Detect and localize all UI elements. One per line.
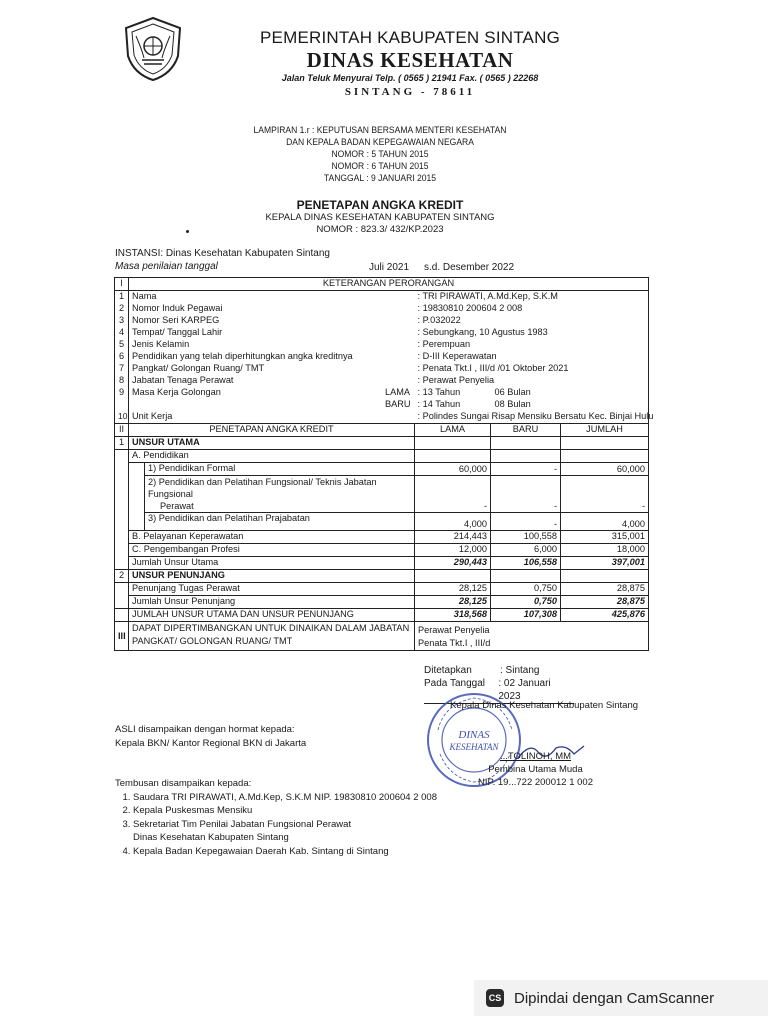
value-jumlah: 18,000: [561, 544, 649, 557]
field-value: : Sebungkang, 10 Agustus 1983: [415, 327, 649, 339]
field-value: : TRI PIRAWATI, A.Md.Kep, S.K.M: [415, 291, 649, 304]
list-item: 3. Sekretariat Tim Penilai Jabatan Fungsional Perawat Dinas Kesehatan Kabupaten Sintang: [133, 818, 437, 845]
attachment-line: TANGGAL : 9 JANUARI 2015: [323, 173, 437, 183]
table-row: [115, 291, 649, 304]
table-row: [115, 609, 649, 622]
copies-heading: Tembusan disampaikan kepada:: [115, 778, 252, 789]
signatory-nip: NIP. 19...722 200012 1 002: [478, 777, 593, 788]
baru-years: : 14 Tahun: [417, 399, 461, 409]
list-item: 1. Saudara TRI PIRAWATI, A.Md.Kep, S.K.M NIP. 19830810 200604 2 008: [133, 791, 437, 805]
row-number: 7: [115, 363, 129, 375]
promotion-value: Perawat Penyelia Penata Tkt.I , III/d: [415, 622, 649, 651]
value-lama: 28,125: [415, 596, 491, 609]
value-lama: 318,568: [415, 609, 491, 622]
credit-table: [114, 277, 654, 651]
field-label: Unit Kerja: [129, 411, 415, 424]
field-label: Nomor Seri KARPEG: [129, 315, 415, 327]
table-row: [115, 531, 649, 544]
row-label: UNSUR UTAMA: [129, 437, 415, 450]
place-value: : Sintang: [500, 665, 540, 676]
table-row: [115, 476, 649, 513]
row-number: 1: [115, 291, 129, 304]
value-baru: 6,000: [491, 544, 561, 557]
field-value: : Perawat Penyelia: [415, 375, 649, 387]
date-label: Pada Tanggal: [424, 678, 485, 689]
row-number: 5: [115, 339, 129, 351]
copies-list: [115, 777, 437, 858]
document-title-block: [220, 198, 540, 236]
table-row: [115, 363, 649, 375]
lama-label: LAMA: [385, 387, 411, 397]
value-lama: 290,443: [415, 557, 491, 570]
table-row: [115, 557, 649, 570]
field-label: Jenis Kelamin: [129, 339, 415, 351]
value-baru: 100,558: [491, 531, 561, 544]
field-label: Pendidikan yang telah diperhitungkan angka kreditnya: [129, 351, 415, 363]
field-label: Nomor Induk Pegawai: [129, 303, 415, 315]
table-row: [115, 463, 649, 476]
value-jumlah: 315,001: [561, 531, 649, 544]
table-row: [115, 513, 649, 531]
signatory: [478, 750, 593, 789]
field-value: : 19830810 200604 2 008: [415, 303, 649, 315]
value-baru: -: [491, 463, 561, 476]
document-number: NOMOR : 823.3/ 432/KP.2023: [316, 224, 444, 235]
table-row: [115, 375, 649, 387]
row-label: 1) Pendidikan Formal: [145, 463, 415, 476]
row-label: JUMLAH UNSUR UTAMA DAN UNSUR PENUNJANG: [129, 609, 415, 622]
baru-months: 08 Bulan: [494, 399, 531, 409]
value-jumlah: 28,875: [561, 596, 649, 609]
value-jumlah: 425,876: [561, 609, 649, 622]
value-lama: 12,000: [415, 544, 491, 557]
signatory-title: Kepala Dinas Kesehatan Kabupaten Sintang: [450, 700, 639, 711]
table-row: [115, 399, 649, 411]
list-item: 4. Kepala Badan Kepegawaian Daerah Kab. Sintang di Sintang: [133, 845, 437, 859]
row-number: 2: [115, 303, 129, 315]
table-row: [115, 315, 649, 327]
row-label: C. Pengembangan Profesi: [129, 544, 415, 557]
field-label: [129, 387, 415, 399]
value-baru: 0,750: [491, 596, 561, 609]
attachment-line: DAN KEPALA BADAN KEPEGAWAIAN NEGARA: [286, 137, 474, 147]
value-lama: -: [415, 476, 491, 513]
agency-name: DINAS KESEHATAN: [306, 48, 514, 72]
table-row: [115, 339, 649, 351]
row-label: 3) Pendidikan dan Pelatihan Prajabatan: [145, 513, 415, 531]
document-title: PENETAPAN ANGKA KREDIT: [296, 198, 464, 212]
value-lama: 28,125: [415, 583, 491, 596]
ink-dot: [186, 230, 189, 233]
regency-emblem-icon: [122, 16, 184, 82]
value-lama: 214,443: [415, 531, 491, 544]
watermark-text: Dipindai dengan CamScanner: [514, 989, 715, 1007]
value-baru: 0,750: [491, 583, 561, 596]
value-lama: 4,000: [415, 513, 491, 531]
value-jumlah: 28,875: [561, 583, 649, 596]
field-value: : Perempuan: [415, 339, 649, 351]
original-recipient: [115, 723, 306, 751]
letterhead: [200, 28, 620, 100]
table-row: [115, 596, 649, 609]
camscanner-watermark: [474, 980, 768, 1016]
masa-kerja-label: Masa Kerja Golongan: [132, 387, 221, 397]
stamp-inner-text: DINAS: [458, 729, 490, 741]
period-from: Juli 2021: [369, 262, 410, 273]
section-number: II: [115, 424, 129, 437]
row-label: Jumlah Unsur Penunjang: [129, 596, 415, 609]
table-row: [115, 411, 649, 424]
row-label: 2) Pendidikan dan Pelatihan Fungsional/ Teknis Jabatan Fungsional Perawat: [145, 476, 415, 513]
lama-months: 06 Bulan: [494, 387, 531, 397]
section-title: DAPAT DIPERTIMBANGKAN UNTUK DINAIKAN DALAM JABATAN PANGKAT/ GOLONGAN RUANG/ TMT: [129, 622, 415, 651]
date-value: : 02 Januari 2023: [498, 678, 551, 702]
table-row: [115, 450, 649, 463]
attachment-line: LAMPIRAN 1.r : KEPUTUSAN BERSAMA MENTERI KESEHATAN: [253, 125, 507, 135]
field-label: Pangkat/ Golongan Ruang/ TMT: [129, 363, 415, 375]
period-label: Masa penilaian tanggal: [115, 261, 218, 272]
table-row: [115, 327, 649, 339]
column-header-jumlah: JUMLAH: [561, 424, 649, 437]
row-number: 10: [115, 411, 129, 424]
row-label: Penunjang Tugas Perawat: [129, 583, 415, 596]
institution: INSTANSI: Dinas Kesehatan Kabupaten Sintang: [115, 248, 330, 259]
row-label: A. Pendidikan: [129, 450, 415, 463]
field-label: Nama: [129, 291, 415, 304]
attachment-line: NOMOR : 6 TAHUN 2015: [331, 161, 429, 171]
value-baru: -: [491, 476, 561, 513]
row-label: B. Pelayanan Keperawatan: [129, 531, 415, 544]
agency-city: SINTANG - 78611: [344, 86, 476, 98]
field-value: : Penata Tkt.I , III/d /01 Oktober 2021: [415, 363, 649, 375]
row-number: 6: [115, 351, 129, 363]
signatory-name: ...TOLINOH, MM: [499, 751, 572, 762]
table-row: [115, 351, 649, 363]
list-item: 2. Kepala Puskesmas Mensiku: [133, 804, 437, 818]
row-number: 1: [115, 437, 129, 450]
value-jumlah: 4,000: [561, 513, 649, 531]
camscanner-icon: CS: [486, 989, 504, 1007]
field-value: : Polindes Sungai Risap Mensiku Bersatu Kec. Binjai Hulu: [415, 411, 649, 424]
value-lama: 60,000: [415, 463, 491, 476]
row-number: 8: [115, 375, 129, 387]
table-row: [115, 303, 649, 315]
asli-heading: ASLI disampaikan dengan hormat kepada:: [115, 724, 295, 735]
section-number: I: [115, 278, 129, 291]
value-baru: 106,558: [491, 557, 561, 570]
row-label: Jumlah Unsur Utama: [129, 557, 415, 570]
government-name: PEMERINTAH KABUPATEN SINTANG: [260, 28, 560, 47]
place-label: Ditetapkan: [424, 665, 472, 676]
attachment-line: NOMOR : 5 TAHUN 2015: [331, 149, 429, 159]
field-value: : D-III Keperawatan: [415, 351, 649, 363]
table-row: [115, 278, 649, 291]
value-baru: 107,308: [491, 609, 561, 622]
row-label: UNSUR PENUNJANG: [129, 570, 415, 583]
field-value: [415, 387, 649, 399]
column-header-lama: LAMA: [415, 424, 491, 437]
svg-text:KESEHATAN: KESEHATAN: [449, 742, 499, 752]
table-row: [115, 570, 649, 583]
asli-recipient: Kepala BKN/ Kantor Regional BKN di Jakarta: [115, 738, 307, 749]
column-header-baru: BARU: [491, 424, 561, 437]
agency-address: Jalan Teluk Menyurai Telp. ( 0565 ) 21941 Fax. ( 0565 ) 22268: [281, 73, 539, 83]
table-row: [115, 387, 649, 399]
section-title: PENETAPAN ANGKA KREDIT: [129, 424, 415, 437]
baru-label: BARU: [385, 399, 411, 409]
field-label: Tempat/ Tanggal Lahir: [129, 327, 415, 339]
table-row: [115, 437, 649, 450]
row-number: 2: [115, 570, 129, 583]
section-title: KETERANGAN PERORANGAN: [129, 278, 649, 291]
lama-years: : 13 Tahun: [417, 387, 461, 397]
row-number: 3: [115, 315, 129, 327]
attachment-reference: [238, 124, 523, 184]
value-baru: -: [491, 513, 561, 531]
value-jumlah: -: [561, 476, 649, 513]
row-number: 9: [115, 387, 129, 399]
document-subtitle: KEPALA DINAS KESEHATAN KABUPATEN SINTANG: [265, 212, 495, 223]
field-value: : P.032022: [415, 315, 649, 327]
section-number: III: [115, 622, 129, 651]
table-header-row: [115, 424, 649, 437]
signatory-rank: Pembina Utama Muda: [488, 764, 583, 775]
period-to: s.d. Desember 2022: [424, 262, 515, 273]
table-row: [115, 622, 649, 651]
table-row: [115, 544, 649, 557]
table-row: [115, 583, 649, 596]
value-jumlah: 397,001: [561, 557, 649, 570]
value-jumlah: 60,000: [561, 463, 649, 476]
field-label: Jabatan Tenaga Perawat: [129, 375, 415, 387]
row-number: 4: [115, 327, 129, 339]
